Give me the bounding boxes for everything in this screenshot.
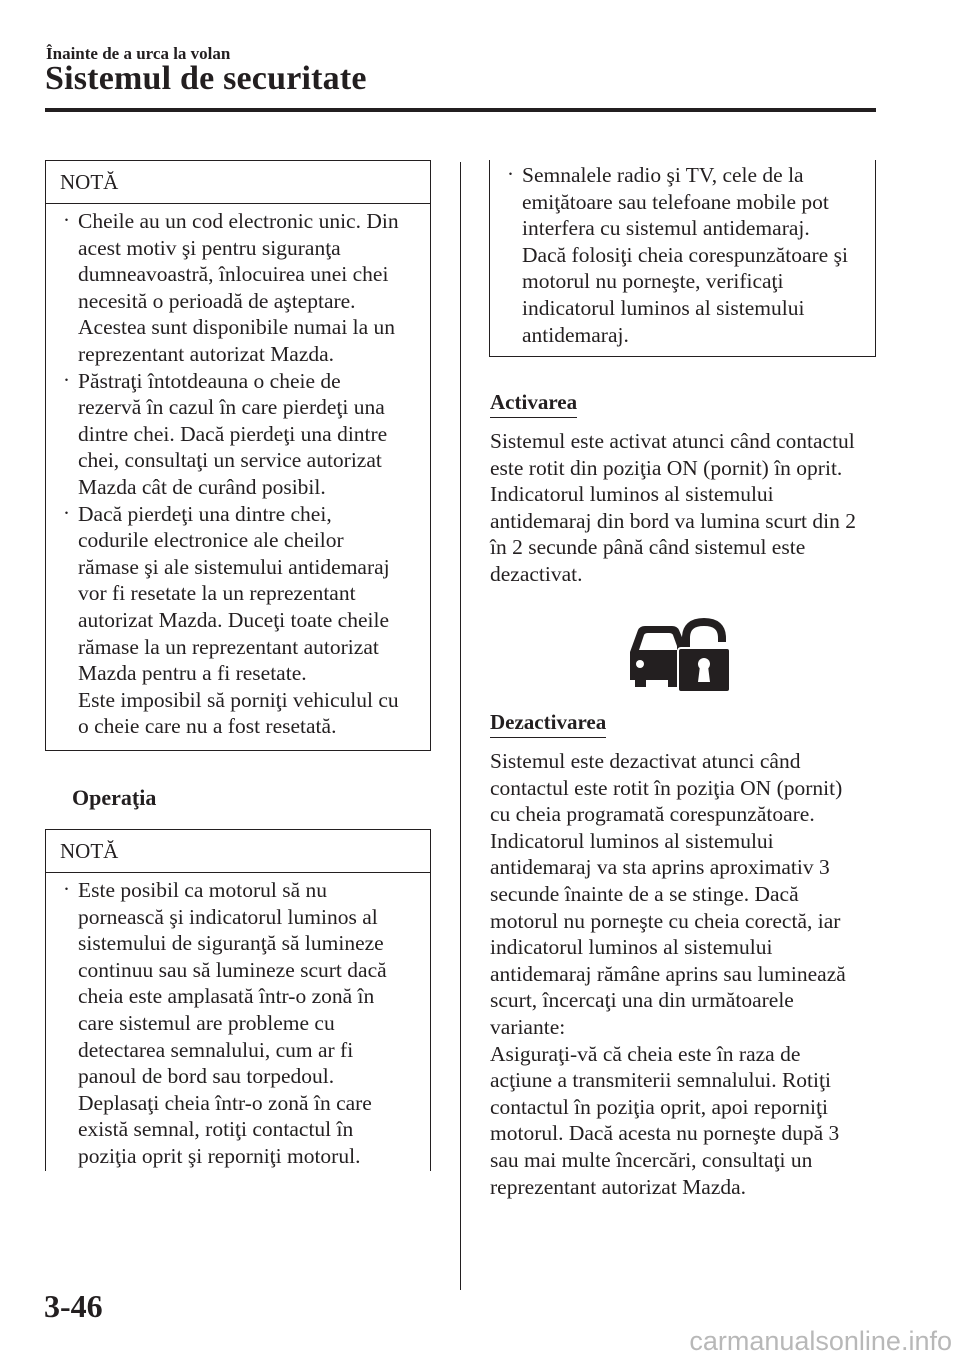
note-bullet: [60, 208, 414, 368]
bullet-dot: ·: [63, 500, 70, 525]
bullet-dot: ·: [507, 162, 514, 186]
note-body: [46, 204, 430, 740]
section-header: Înainte de a urca la volan: [46, 44, 231, 63]
bullet-dot: ·: [63, 877, 70, 901]
page-title: Sistemul de securitate: [45, 60, 367, 97]
bullet-text: Semnalele radio şi TV, cele de la emiţătoare sau telefoane mobile pot interfera cu sistemul antidemaraj. Dacă folosiţi cheia corespunzătoare şi motorul nu porneşte, verificaţi indicatorul luminos al sistemului antidemaraj.: [522, 163, 848, 347]
header-rule: [45, 108, 876, 112]
bullet-dot: ·: [63, 367, 70, 392]
note-heading: NOTĂ: [46, 161, 430, 204]
bullet-text: Este posibil ca motorul să nu pornească şi indicatorul luminos al sistemului de siguranţă să lumineze continuu sau să lumineze scurt dacă cheia este amplasată într-o zonă în care sistemul are probleme cu detectarea semnalului, cum ar fi panoul de bord sau torpedoul. Deplasaţi cheia într-o zonă în care există semnal, rotiţi contactul în poziţia oprit şi reporniţi motorul.: [78, 878, 387, 1168]
immobilizer-indicator-icon: [628, 618, 734, 694]
operatia-heading: Operaţia: [72, 785, 157, 810]
note-bullet: [60, 501, 414, 740]
note-body: [490, 160, 875, 348]
dezactivarea-text: Sistemul este dezactivat atunci când contactul este rotit în poziţia ON (pornit) cu cheia programată corespunzătoare. Indicatorul luminos al sistemului antidemaraj va sta aprins aproximativ 3 secunde înainte de a se stinge. Dacă motorul nu porneşte cu cheia corectă, iar indicatorul luminos al sistemului antidemaraj rămâne aprins sau luminează scurt, încercaţi una din următoarele variante: Asiguraţi-vă că cheia este în raza de acţiune a transmiterii semnalului. Rotiţi contactul în poziţia oprit, apoi reporniţi motorul. Dacă acesta nu porneşte după 3 sau mai multe încercări, consultaţi un reprezentant autorizat Mazda.: [490, 749, 846, 1199]
note-bullet: [60, 877, 414, 1170]
note-body: [46, 873, 430, 1170]
bullet-text: Dacă pierdeţi una dintre chei, codurile electronice ale cheilor rămase şi ale sistemului antidemaraj vor fi resetate la un reprezentant autorizat Mazda. Duceţi toate cheile rămase la un reprezentant autorizat Mazda pentru a fi resetate. Este imposibil să porniţi vehiculul cu o cheie care nu a fost resetată.: [78, 501, 399, 739]
dezactivarea-heading: Dezactivarea: [490, 710, 606, 738]
page-number: 3-46: [44, 1288, 103, 1324]
note-bullet: [60, 368, 414, 501]
column-divider: [460, 162, 461, 1290]
bullet-dot: ·: [63, 208, 70, 232]
note-box-1: [45, 160, 431, 751]
note-bullet: [504, 162, 859, 348]
watermark: carmanualsonline.info: [689, 1326, 952, 1356]
note-heading: NOTĂ: [46, 830, 430, 873]
note-box-2: [45, 829, 431, 1171]
activarea-text: Sistemul este activat atunci când contactul este rotit din poziţia ON (pornit) în oprit. Indicatorul luminos al sistemului antidemaraj din bord va lumina scurt din 2 în 2 secunde până când sistemul este dezactivat.: [490, 429, 857, 586]
activarea-heading: Activarea: [490, 390, 577, 418]
bullet-text: Cheile au un cod electronic unic. Din acest motiv şi pentru siguranţa dumneavoastră, înlocuirea unei chei necesită o perioadă de aşteptare. Acestea sunt disponibile numai la un reprezentant autorizat Mazda.: [78, 209, 399, 366]
note-box-2-continued: [489, 160, 876, 357]
bullet-text: Păstraţi întotdeauna o cheie de rezervă în cazul în care pierdeţi una dintre chei. Dacă pierdeţi una dintre chei, consultaţi un service autorizat Mazda cât de curând posibil.: [78, 368, 388, 499]
